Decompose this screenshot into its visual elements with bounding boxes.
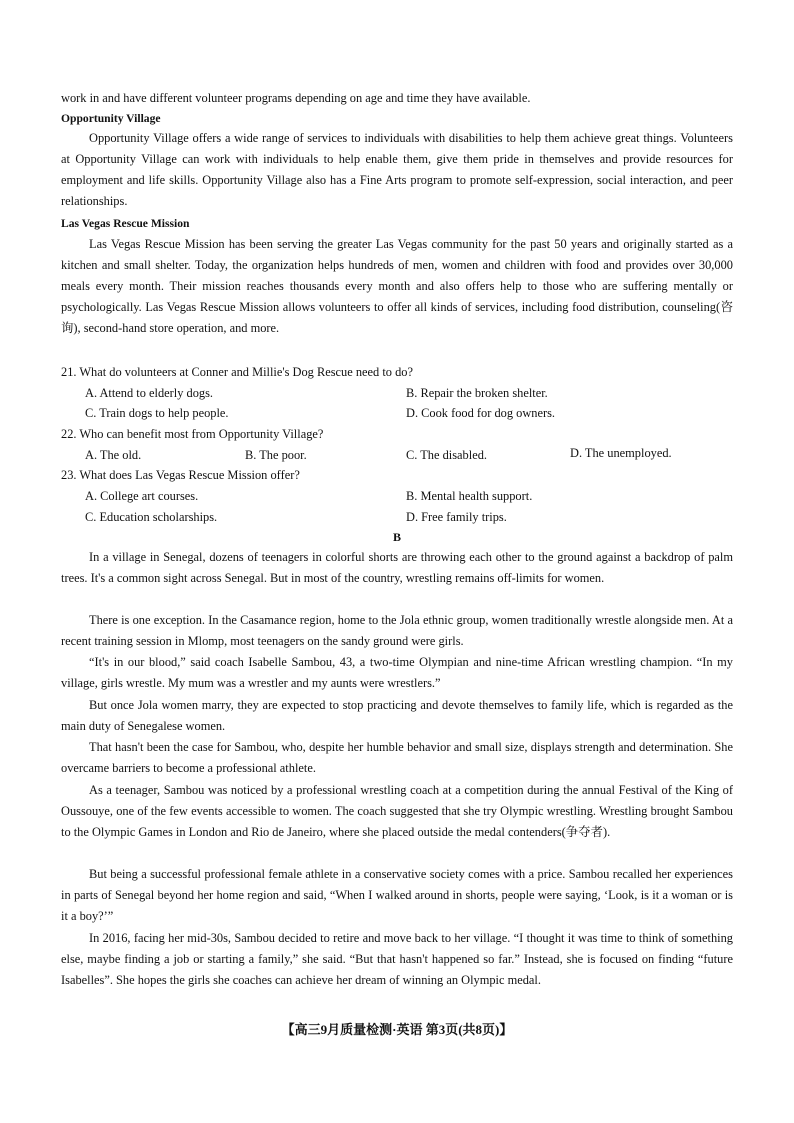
passage-b-paragraph: There is one exception. In the Casamance region, home to the Jola ethnic group, women traditionally wrestle alongside men. At a recent training session in Mlomp, most teenagers on the sandy ground were girls. xyxy=(61,613,733,649)
page-footer: 【高三9月质量检测·英语 第3页(共8页)】 xyxy=(281,1022,513,1037)
question-23-option-a[interactable]: A. College art courses. xyxy=(85,489,199,503)
question-23-option-b[interactable]: B. Mental health support. xyxy=(406,489,533,503)
question-21-stem: 21. What do volunteers at Conner and Millie's Dog Rescue need to do? xyxy=(61,365,413,379)
passage-b-paragraph: In 2016, facing her mid-30s, Sambou decided to retire and move back to her village. “I thought it was time to think of something else, maybe finding a job or starting a family,” she said. “But that hasn't happened so far.” Instead, she is focused on finding “future Isabelles”. She hopes the girls she coaches can achieve her dream of winning an Olympic medal. xyxy=(61,931,733,988)
passage-b-paragraph: But once Jola women marry, they are expected to stop practicing and devote themselves to family life, which is regarded as the main duty of Senegalese women. xyxy=(61,698,733,734)
question-21-option-c[interactable]: C. Train dogs to help people. xyxy=(85,406,229,420)
passage-b-paragraph: In a village in Senegal, dozens of teenagers in colorful shorts are throwing each other to the ground against a backdrop of palm trees. It's a common sight across Senegal. But in most of the country, wrestling remains off-limits for women. xyxy=(61,550,733,586)
question-21-option-d[interactable]: D. Cook food for dog owners. xyxy=(406,406,556,420)
question-23-stem: 23. What does Las Vegas Rescue Mission offer? xyxy=(61,468,300,482)
continuation-text: work in and have different volunteer programs depending on age and time they have available. xyxy=(61,91,531,105)
opportunity-body: Opportunity Village offers a wide range of services to individuals with disabilities to help them achieve great things. Volunteers at Opportunity Village can work with individuals to help enable them, give them pride in themselves and provide resources for employment and life skills. Opportunity Village also has a Fine Arts program to promote self-expression, social interaction, and peer relationships. xyxy=(61,131,733,209)
question-23-option-c[interactable]: C. Education scholarships. xyxy=(85,510,218,524)
question-23-option-d[interactable]: D. Free family trips. xyxy=(406,510,507,524)
question-21-option-b[interactable]: B. Repair the broken shelter. xyxy=(406,386,548,400)
passage-b-paragraph: That hasn't been the case for Sambou, who, despite her humble behavior and small size, displays strength and determination. She overcame barriers to become a professional athlete. xyxy=(61,740,733,776)
opportunity-heading: Opportunity Village xyxy=(61,112,161,125)
question-22-option-b[interactable]: B. The poor. xyxy=(245,448,307,462)
question-22-option-d[interactable]: D. The unemployed. xyxy=(570,446,672,460)
passage-b-paragraph: But being a successful professional female athlete in a conservative society comes with a price. Sambou recalled her experiences in parts of Senegal beyond her home region and said, “When I walked around in shorts, people were saying, ‘Look, is it a woman or is it a boy?’” xyxy=(61,867,733,924)
passage-b-paragraph: As a teenager, Sambou was noticed by a professional wrestling coach at a competition during the annual Festival of the King of Oussouye, one of the few events accessible to women. The coach suggested that she try Olympic wrestling. Wrestling brought Sambou to the Olympic Games in London and Rio de Janeiro, where she placed outside the medal contenders(争夺者). xyxy=(61,783,733,840)
question-21-option-a[interactable]: A. Attend to elderly dogs. xyxy=(85,386,214,400)
question-22-stem: 22. Who can benefit most from Opportunity Village? xyxy=(61,427,324,441)
question-22-option-c[interactable]: C. The disabled. xyxy=(406,448,487,462)
passage-b-paragraph: “It's in our blood,” said coach Isabelle Sambou, 43, a two-time Olympian and nine-time African wrestling champion. “In my village, girls wrestle. My mum was a wrestler and my aunts were wrestlers.” xyxy=(61,655,733,691)
question-22-option-a[interactable]: A. The old. xyxy=(85,448,142,462)
section-b-letter: B xyxy=(392,530,401,544)
rescue-heading: Las Vegas Rescue Mission xyxy=(61,217,190,230)
rescue-body: Las Vegas Rescue Mission has been serving the greater Las Vegas community for the past 50 years and originally started as a kitchen and small shelter. Today, the organization helps hundreds of men, women and children with food and provides over 30,000 meals every month. Their mission reaches thousands every month and also offers help to those who are suffering mentally or psychologically. Las Vegas Rescue Mission allows volunteers to offer all kinds of services, including food distribution, counseling(咨询), second-hand store operation, and more. xyxy=(61,237,733,336)
